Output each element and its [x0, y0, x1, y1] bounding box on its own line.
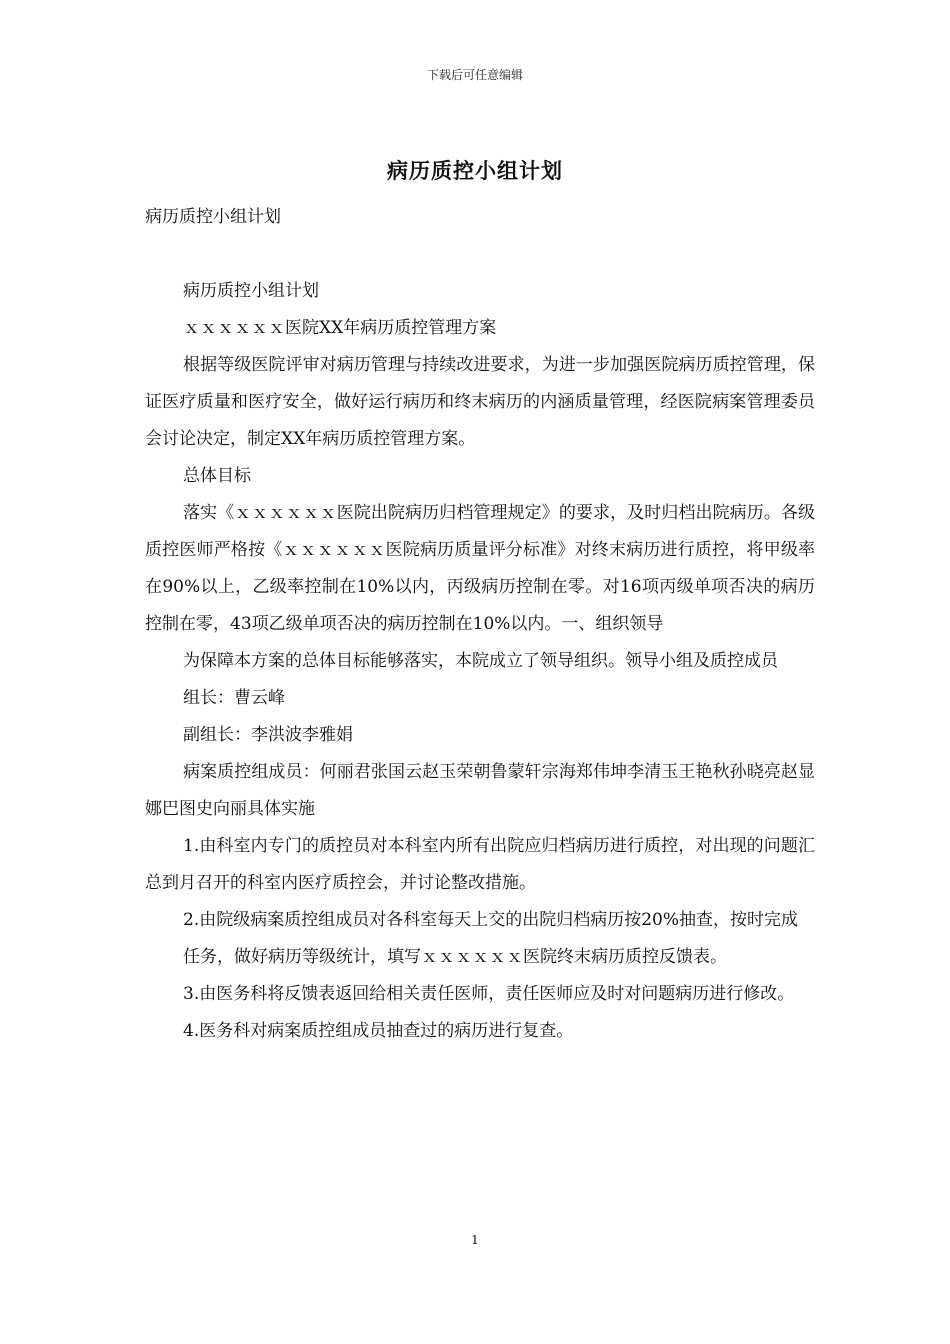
body-paragraph: 1.由科室内专门的质控员对本科室内所有出院应归档病历进行质控，对出现的问题汇总到月召开的科室内医疗质控会，并讨论整改措施。 [145, 836, 815, 893]
body-paragraph: 3.由医务科将反馈表返回给相关责任医师，责任医师应及时对问题病历进行修改。 [183, 984, 795, 1004]
body-paragraph: 病案质控组成员：何丽君张国云赵玉荣朝鲁蒙轩宗海郑伟坤李清玉王艳秋孙晓亮赵显娜巴图史向丽具体实施 [145, 762, 815, 819]
page-number: 1 [471, 1233, 479, 1247]
body-paragraph: 2.由院级病案质控组成员对各科室每天上交的出院归档病历按20%抽查，按时完成 [183, 910, 799, 930]
body-paragraph: 落实《ｘｘｘｘｘｘ医院出院病历归档管理规定》的要求，及时归档出院病历。各级质控医师严格按《ｘｘｘｘｘｘ医院病历质量评分标准》对终末病历进行质控，将甲级率在90%以上，乙级率控制在10%以内，丙级病历控制在零。对16项丙级单项否决的病历控制在零，43项乙级单项否决的病历控制在10%以内。一、组织领导 [145, 503, 815, 634]
section-heading: 总体目标 [183, 466, 251, 486]
body-paragraph: ｘｘｘｘｘｘ医院XX年病历质控管理方案 [183, 318, 497, 338]
document-body [145, 199, 815, 1050]
body-paragraph: 副组长：李洪波李雅娟 [183, 725, 353, 745]
page-header-note: 下载后可任意编辑 [426, 68, 523, 82]
body-paragraph: 为保障本方案的总体目标能够落实，本院成立了领导组织。领导小组及质控成员 [183, 651, 778, 671]
blank-line [145, 236, 815, 273]
body-paragraph: 组长：曹云峰 [183, 688, 285, 708]
body-paragraph: 根据等级医院评审对病历管理与持续改进要求，为进一步加强医院病历质控管理，保证医疗质量和医疗安全，做好运行病历和终末病历的内涵质量管理，经医院病案管理委员会讨论决定，制定XX年病历质控管理方案。 [145, 355, 815, 449]
document-title: 病历质控小组计划 [387, 158, 563, 183]
document-subtitle: 病历质控小组计划 [145, 207, 281, 227]
body-paragraph: 病历质控小组计划 [183, 281, 319, 301]
body-paragraph: 任务，做好病历等级统计，填写ｘｘｘｘｘｘ医院终末病历质控反馈表。 [183, 947, 727, 967]
body-paragraph: 4.医务科对病案质控组成员抽查过的病历进行复查。 [183, 1021, 574, 1041]
